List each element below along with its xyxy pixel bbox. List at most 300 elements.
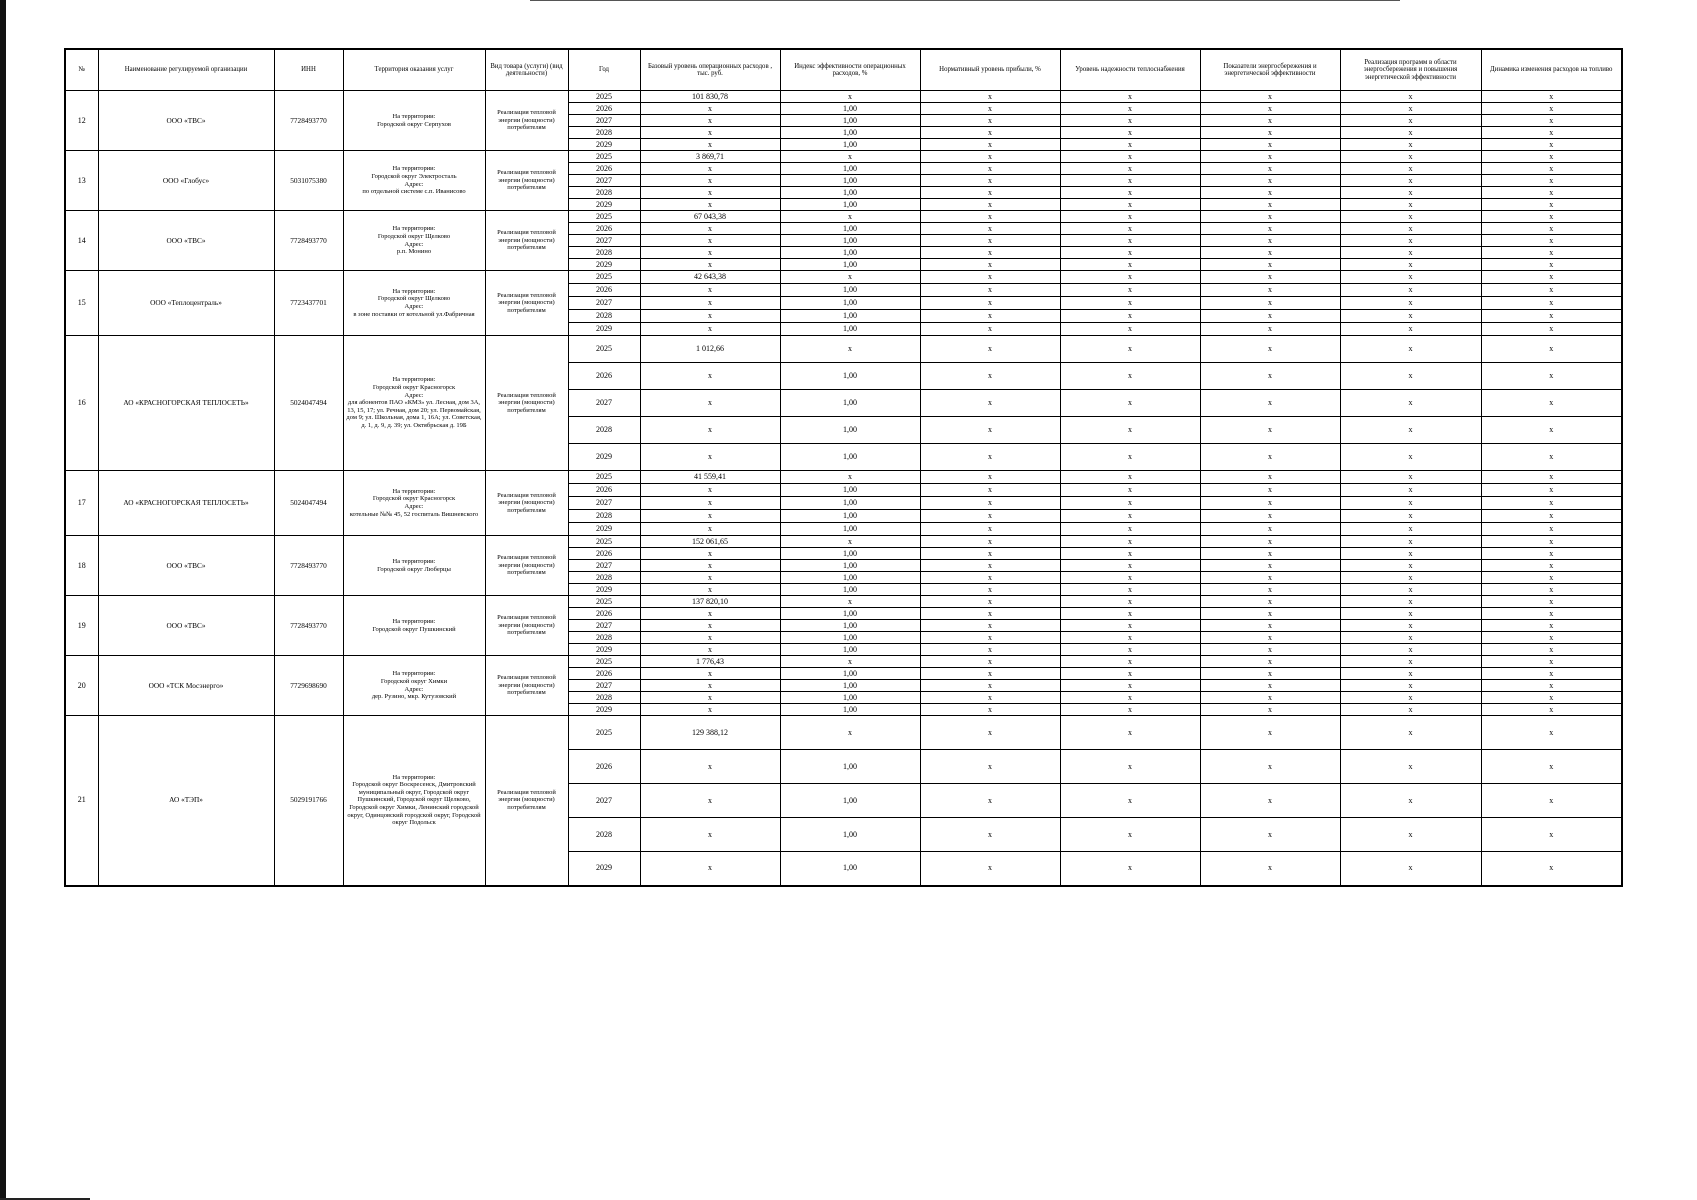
row-number: 14 <box>65 211 98 271</box>
profit-level-cell: x <box>920 235 1060 247</box>
program-cell: x <box>1340 139 1481 151</box>
program-cell: x <box>1340 284 1481 297</box>
year-cell: 2025 <box>568 151 640 163</box>
table-row <box>65 336 1622 363</box>
energy-efficiency-cell: x <box>1200 363 1340 390</box>
org-inn: 7728493770 <box>274 536 343 596</box>
profit-level-cell: x <box>920 363 1060 390</box>
org-name: ООО «ТВС» <box>98 211 274 271</box>
efficiency-index-cell: 1,00 <box>780 852 920 886</box>
efficiency-index-cell: 1,00 <box>780 163 920 175</box>
year-cell: 2028 <box>568 187 640 199</box>
year-cell: 2029 <box>568 139 640 151</box>
year-cell: 2029 <box>568 199 640 211</box>
efficiency-index-cell: 1,00 <box>780 668 920 680</box>
fuel-cell: x <box>1481 115 1622 127</box>
table-row <box>65 211 1622 223</box>
efficiency-index-cell: 1,00 <box>780 584 920 596</box>
energy-efficiency-cell: x <box>1200 444 1340 471</box>
year-cell: 2027 <box>568 297 640 310</box>
reliability-cell: x <box>1060 247 1200 259</box>
base-level-cell: 41 559,41 <box>640 471 780 484</box>
org-inn: 5029191766 <box>274 716 343 886</box>
org-name: ООО «ТВС» <box>98 536 274 596</box>
product-type: Реализация тепловой энергии (мощности) потребителям <box>485 716 568 886</box>
efficiency-index-cell: 1,00 <box>780 510 920 523</box>
energy-efficiency-cell: x <box>1200 115 1340 127</box>
product-type: Реализация тепловой энергии (мощности) потребителям <box>485 151 568 211</box>
reliability-cell: x <box>1060 560 1200 572</box>
org-name: ООО «Глобус» <box>98 151 274 211</box>
row-number: 18 <box>65 536 98 596</box>
efficiency-index-cell: x <box>780 596 920 608</box>
year-cell: 2027 <box>568 497 640 510</box>
year-cell: 2029 <box>568 323 640 336</box>
year-cell: 2026 <box>568 608 640 620</box>
base-level-cell: 42 643,38 <box>640 271 780 284</box>
year-cell: 2028 <box>568 127 640 139</box>
table-row <box>65 716 1622 750</box>
program-cell: x <box>1340 484 1481 497</box>
reliability-cell: x <box>1060 680 1200 692</box>
row-number: 16 <box>65 336 98 471</box>
base-level-cell: x <box>640 284 780 297</box>
year-cell: 2028 <box>568 692 640 704</box>
base-level-cell: x <box>640 750 780 784</box>
product-type: Реализация тепловой энергии (мощности) потребителям <box>485 536 568 596</box>
reliability-cell: x <box>1060 656 1200 668</box>
year-cell: 2026 <box>568 363 640 390</box>
base-level-cell: x <box>640 127 780 139</box>
energy-efficiency-cell: x <box>1200 750 1340 784</box>
reliability-cell: x <box>1060 644 1200 656</box>
energy-efficiency-cell: x <box>1200 596 1340 608</box>
base-level-cell: x <box>640 199 780 211</box>
efficiency-index-cell: 1,00 <box>780 390 920 417</box>
profit-level-cell: x <box>920 560 1060 572</box>
base-level-cell: x <box>640 484 780 497</box>
program-cell: x <box>1340 584 1481 596</box>
energy-efficiency-cell: x <box>1200 271 1340 284</box>
reliability-cell: x <box>1060 211 1200 223</box>
program-cell: x <box>1340 323 1481 336</box>
efficiency-index-cell: 1,00 <box>780 750 920 784</box>
program-cell: x <box>1340 560 1481 572</box>
reliability-cell: x <box>1060 536 1200 548</box>
year-cell: 2027 <box>568 115 640 127</box>
base-level-cell: x <box>640 644 780 656</box>
fuel-cell: x <box>1481 484 1622 497</box>
fuel-cell: x <box>1481 323 1622 336</box>
reliability-cell: x <box>1060 363 1200 390</box>
efficiency-index-cell: 1,00 <box>780 235 920 247</box>
year-cell: 2027 <box>568 175 640 187</box>
territory: На территории: Городской округ Люберцы <box>343 536 485 596</box>
year-cell: 2029 <box>568 704 640 716</box>
year-cell: 2025 <box>568 91 640 103</box>
fuel-cell: x <box>1481 523 1622 536</box>
program-cell: x <box>1340 151 1481 163</box>
year-cell: 2026 <box>568 223 640 235</box>
efficiency-index-cell: 1,00 <box>780 187 920 199</box>
profit-level-cell: x <box>920 572 1060 584</box>
header-base-level: Базовый уровень операционных расходов , тыс. руб. <box>640 49 780 91</box>
base-level-cell: 67 043,38 <box>640 211 780 223</box>
base-level-cell: x <box>640 390 780 417</box>
reliability-cell: x <box>1060 852 1200 886</box>
base-level-cell: x <box>640 444 780 471</box>
energy-efficiency-cell: x <box>1200 523 1340 536</box>
row-number: 21 <box>65 716 98 886</box>
row-number: 13 <box>65 151 98 211</box>
profit-level-cell: x <box>920 390 1060 417</box>
profit-level-cell: x <box>920 620 1060 632</box>
fuel-cell: x <box>1481 336 1622 363</box>
fuel-cell: x <box>1481 297 1622 310</box>
program-cell: x <box>1340 510 1481 523</box>
efficiency-index-cell: 1,00 <box>780 223 920 235</box>
efficiency-index-cell: 1,00 <box>780 297 920 310</box>
reliability-cell: x <box>1060 223 1200 235</box>
year-cell: 2026 <box>568 668 640 680</box>
profit-level-cell: x <box>920 163 1060 175</box>
profit-level-cell: x <box>920 323 1060 336</box>
profit-level-cell: x <box>920 271 1060 284</box>
fuel-cell: x <box>1481 91 1622 103</box>
efficiency-index-cell: 1,00 <box>780 572 920 584</box>
profit-level-cell: x <box>920 852 1060 886</box>
fuel-cell: x <box>1481 103 1622 115</box>
efficiency-index-cell: 1,00 <box>780 644 920 656</box>
efficiency-index-cell: x <box>780 656 920 668</box>
energy-efficiency-cell: x <box>1200 211 1340 223</box>
efficiency-index-cell: 1,00 <box>780 497 920 510</box>
base-level-cell: x <box>640 818 780 852</box>
base-level-cell: x <box>640 704 780 716</box>
program-cell: x <box>1340 211 1481 223</box>
base-level-cell: x <box>640 310 780 323</box>
reliability-cell: x <box>1060 584 1200 596</box>
efficiency-index-cell: 1,00 <box>780 484 920 497</box>
reliability-cell: x <box>1060 417 1200 444</box>
header-product: Вид товара (услуги) (вид деятельности) <box>485 49 568 91</box>
base-level-cell: 101 830,78 <box>640 91 780 103</box>
profit-level-cell: x <box>920 336 1060 363</box>
efficiency-index-cell: 1,00 <box>780 103 920 115</box>
regulation-table <box>64 48 1623 887</box>
year-cell: 2027 <box>568 680 640 692</box>
profit-level-cell: x <box>920 417 1060 444</box>
base-level-cell: 1 776,43 <box>640 656 780 668</box>
profit-level-cell: x <box>920 175 1060 187</box>
energy-efficiency-cell: x <box>1200 784 1340 818</box>
efficiency-index-cell: x <box>780 716 920 750</box>
reliability-cell: x <box>1060 310 1200 323</box>
reliability-cell: x <box>1060 572 1200 584</box>
table-row <box>65 536 1622 548</box>
year-cell: 2027 <box>568 235 640 247</box>
profit-level-cell: x <box>920 497 1060 510</box>
program-cell: x <box>1340 390 1481 417</box>
year-cell: 2029 <box>568 852 640 886</box>
energy-efficiency-cell: x <box>1200 680 1340 692</box>
org-name: АО «КРАСНОГОРСКАЯ ТЕПЛОСЕТЬ» <box>98 471 274 536</box>
territory: На территории: Городской округ Серпухов <box>343 91 485 151</box>
profit-level-cell: x <box>920 668 1060 680</box>
base-level-cell: x <box>640 163 780 175</box>
fuel-cell: x <box>1481 716 1622 750</box>
profit-level-cell: x <box>920 284 1060 297</box>
energy-efficiency-cell: x <box>1200 163 1340 175</box>
table-row <box>65 656 1622 668</box>
energy-efficiency-cell: x <box>1200 323 1340 336</box>
efficiency-index-cell: x <box>780 211 920 223</box>
base-level-cell: x <box>640 417 780 444</box>
year-cell: 2028 <box>568 632 640 644</box>
program-cell: x <box>1340 336 1481 363</box>
fuel-cell: x <box>1481 175 1622 187</box>
table-row <box>65 271 1622 284</box>
efficiency-index-cell: x <box>780 536 920 548</box>
fuel-cell: x <box>1481 818 1622 852</box>
base-level-cell: x <box>640 548 780 560</box>
reliability-cell: x <box>1060 151 1200 163</box>
base-level-cell: x <box>640 297 780 310</box>
base-level-cell: x <box>640 259 780 271</box>
year-cell: 2029 <box>568 584 640 596</box>
energy-efficiency-cell: x <box>1200 310 1340 323</box>
base-level-cell: x <box>640 692 780 704</box>
program-cell: x <box>1340 523 1481 536</box>
year-cell: 2029 <box>568 444 640 471</box>
reliability-cell: x <box>1060 750 1200 784</box>
base-level-cell: x <box>640 510 780 523</box>
scan-top-line <box>530 0 1400 1</box>
program-cell: x <box>1340 536 1481 548</box>
profit-level-cell: x <box>920 91 1060 103</box>
profit-level-cell: x <box>920 596 1060 608</box>
year-cell: 2026 <box>568 103 640 115</box>
efficiency-index-cell: 1,00 <box>780 548 920 560</box>
profit-level-cell: x <box>920 115 1060 127</box>
reliability-cell: x <box>1060 323 1200 336</box>
org-name: ООО «Теплоцентраль» <box>98 271 274 336</box>
profit-level-cell: x <box>920 680 1060 692</box>
header-program: Реализация программ в области энергосбережения и повышения энергетической эффективности <box>1340 49 1481 91</box>
reliability-cell: x <box>1060 175 1200 187</box>
efficiency-index-cell: 1,00 <box>780 620 920 632</box>
base-level-cell: 1 012,66 <box>640 336 780 363</box>
program-cell: x <box>1340 363 1481 390</box>
base-level-cell: x <box>640 608 780 620</box>
fuel-cell: x <box>1481 363 1622 390</box>
reliability-cell: x <box>1060 259 1200 271</box>
program-cell: x <box>1340 620 1481 632</box>
reliability-cell: x <box>1060 596 1200 608</box>
energy-efficiency-cell: x <box>1200 704 1340 716</box>
base-level-cell: x <box>640 363 780 390</box>
efficiency-index-cell: 1,00 <box>780 632 920 644</box>
program-cell: x <box>1340 297 1481 310</box>
efficiency-index-cell: 1,00 <box>780 363 920 390</box>
program-cell: x <box>1340 103 1481 115</box>
efficiency-index-cell: x <box>780 91 920 103</box>
program-cell: x <box>1340 223 1481 235</box>
energy-efficiency-cell: x <box>1200 151 1340 163</box>
fuel-cell: x <box>1481 596 1622 608</box>
table-body <box>65 91 1622 886</box>
base-level-cell: x <box>640 103 780 115</box>
profit-level-cell: x <box>920 211 1060 223</box>
energy-efficiency-cell: x <box>1200 510 1340 523</box>
year-cell: 2026 <box>568 548 640 560</box>
reliability-cell: x <box>1060 284 1200 297</box>
reliability-cell: x <box>1060 632 1200 644</box>
fuel-cell: x <box>1481 784 1622 818</box>
fuel-cell: x <box>1481 223 1622 235</box>
energy-efficiency-cell: x <box>1200 284 1340 297</box>
reliability-cell: x <box>1060 484 1200 497</box>
year-cell: 2025 <box>568 656 640 668</box>
fuel-cell: x <box>1481 704 1622 716</box>
energy-efficiency-cell: x <box>1200 336 1340 363</box>
reliability-cell: x <box>1060 187 1200 199</box>
org-name: ООО «ТВС» <box>98 91 274 151</box>
base-level-cell: x <box>640 497 780 510</box>
efficiency-index-cell: x <box>780 336 920 363</box>
org-inn: 7723437701 <box>274 271 343 336</box>
efficiency-index-cell: 1,00 <box>780 127 920 139</box>
org-inn: 5031075380 <box>274 151 343 211</box>
program-cell: x <box>1340 596 1481 608</box>
base-level-cell: x <box>640 620 780 632</box>
reliability-cell: x <box>1060 444 1200 471</box>
program-cell: x <box>1340 572 1481 584</box>
energy-efficiency-cell: x <box>1200 199 1340 211</box>
profit-level-cell: x <box>920 548 1060 560</box>
reliability-cell: x <box>1060 115 1200 127</box>
profit-level-cell: x <box>920 523 1060 536</box>
fuel-cell: x <box>1481 536 1622 548</box>
energy-efficiency-cell: x <box>1200 235 1340 247</box>
base-level-cell: x <box>640 139 780 151</box>
header-inn: ИНН <box>274 49 343 91</box>
fuel-cell: x <box>1481 271 1622 284</box>
profit-level-cell: x <box>920 187 1060 199</box>
org-name: АО «ТЭП» <box>98 716 274 886</box>
program-cell: x <box>1340 818 1481 852</box>
fuel-cell: x <box>1481 284 1622 297</box>
base-level-cell: x <box>640 115 780 127</box>
reliability-cell: x <box>1060 390 1200 417</box>
program-cell: x <box>1340 259 1481 271</box>
fuel-cell: x <box>1481 211 1622 223</box>
fuel-cell: x <box>1481 510 1622 523</box>
efficiency-index-cell: x <box>780 471 920 484</box>
efficiency-index-cell: 1,00 <box>780 115 920 127</box>
reliability-cell: x <box>1060 127 1200 139</box>
reliability-cell: x <box>1060 235 1200 247</box>
efficiency-index-cell: 1,00 <box>780 560 920 572</box>
header-row <box>65 49 1622 91</box>
year-cell: 2025 <box>568 716 640 750</box>
year-cell: 2028 <box>568 247 640 259</box>
fuel-cell: x <box>1481 750 1622 784</box>
org-inn: 5024047494 <box>274 336 343 471</box>
territory: На территории: Городской округ Щелково Адрес: р.п. Монино <box>343 211 485 271</box>
program-cell: x <box>1340 644 1481 656</box>
fuel-cell: x <box>1481 632 1622 644</box>
fuel-cell: x <box>1481 139 1622 151</box>
fuel-cell: x <box>1481 187 1622 199</box>
energy-efficiency-cell: x <box>1200 223 1340 235</box>
efficiency-index-cell: 1,00 <box>780 323 920 336</box>
year-cell: 2025 <box>568 211 640 223</box>
fuel-cell: x <box>1481 644 1622 656</box>
year-cell: 2027 <box>568 390 640 417</box>
fuel-cell: x <box>1481 390 1622 417</box>
profit-level-cell: x <box>920 297 1060 310</box>
energy-efficiency-cell: x <box>1200 716 1340 750</box>
fuel-cell: x <box>1481 668 1622 680</box>
energy-efficiency-cell: x <box>1200 471 1340 484</box>
territory: На территории: Городской округ Воскресенск, Дмитровский муниципальный округ, Городской округ Пушкинский, Городской округ Щелково, Городской округ Химки, Ленинский городской округ, Одинцовский городской округ, Городской округ Подольск <box>343 716 485 886</box>
header-reliability: Уровень надежности теплоснабжения <box>1060 49 1200 91</box>
program-cell: x <box>1340 692 1481 704</box>
row-number: 19 <box>65 596 98 656</box>
profit-level-cell: x <box>920 632 1060 644</box>
program-cell: x <box>1340 163 1481 175</box>
territory: На территории: Городской округ Химки Адрес: дер. Рузино, мкр. Кутузовский <box>343 656 485 716</box>
program-cell: x <box>1340 175 1481 187</box>
energy-efficiency-cell: x <box>1200 103 1340 115</box>
energy-efficiency-cell: x <box>1200 497 1340 510</box>
energy-efficiency-cell: x <box>1200 259 1340 271</box>
energy-efficiency-cell: x <box>1200 484 1340 497</box>
fuel-cell: x <box>1481 560 1622 572</box>
header-fuel: Динамика изменения расходов на топливо <box>1481 49 1622 91</box>
fuel-cell: x <box>1481 247 1622 259</box>
base-level-cell: x <box>640 680 780 692</box>
reliability-cell: x <box>1060 818 1200 852</box>
year-cell: 2026 <box>568 284 640 297</box>
profit-level-cell: x <box>920 484 1060 497</box>
efficiency-index-cell: 1,00 <box>780 247 920 259</box>
energy-efficiency-cell: x <box>1200 417 1340 444</box>
energy-efficiency-cell: x <box>1200 390 1340 417</box>
efficiency-index-cell: 1,00 <box>780 680 920 692</box>
program-cell: x <box>1340 716 1481 750</box>
base-level-cell: x <box>640 784 780 818</box>
year-cell: 2025 <box>568 536 640 548</box>
fuel-cell: x <box>1481 497 1622 510</box>
reliability-cell: x <box>1060 139 1200 151</box>
reliability-cell: x <box>1060 91 1200 103</box>
energy-efficiency-cell: x <box>1200 175 1340 187</box>
fuel-cell: x <box>1481 620 1622 632</box>
efficiency-index-cell: 1,00 <box>780 704 920 716</box>
org-inn: 7728493770 <box>274 596 343 656</box>
energy-efficiency-cell: x <box>1200 620 1340 632</box>
year-cell: 2026 <box>568 163 640 175</box>
territory: На территории: Городской округ Красногорск Адрес: для абонентов ПАО «КМЗ» ул. Лесная, дом 3А, 13, 15, 17; ул. Речная, дом 20; ул. Первомайская, дом 9; ул. Школьная, дома 1, 16А; ул. Советская, д. 1, д. 9, д. 39; ул. Октябрьская д. 19Б <box>343 336 485 471</box>
energy-efficiency-cell: x <box>1200 139 1340 151</box>
reliability-cell: x <box>1060 668 1200 680</box>
program-cell: x <box>1340 784 1481 818</box>
base-level-cell: x <box>640 584 780 596</box>
energy-efficiency-cell: x <box>1200 818 1340 852</box>
row-number: 20 <box>65 656 98 716</box>
